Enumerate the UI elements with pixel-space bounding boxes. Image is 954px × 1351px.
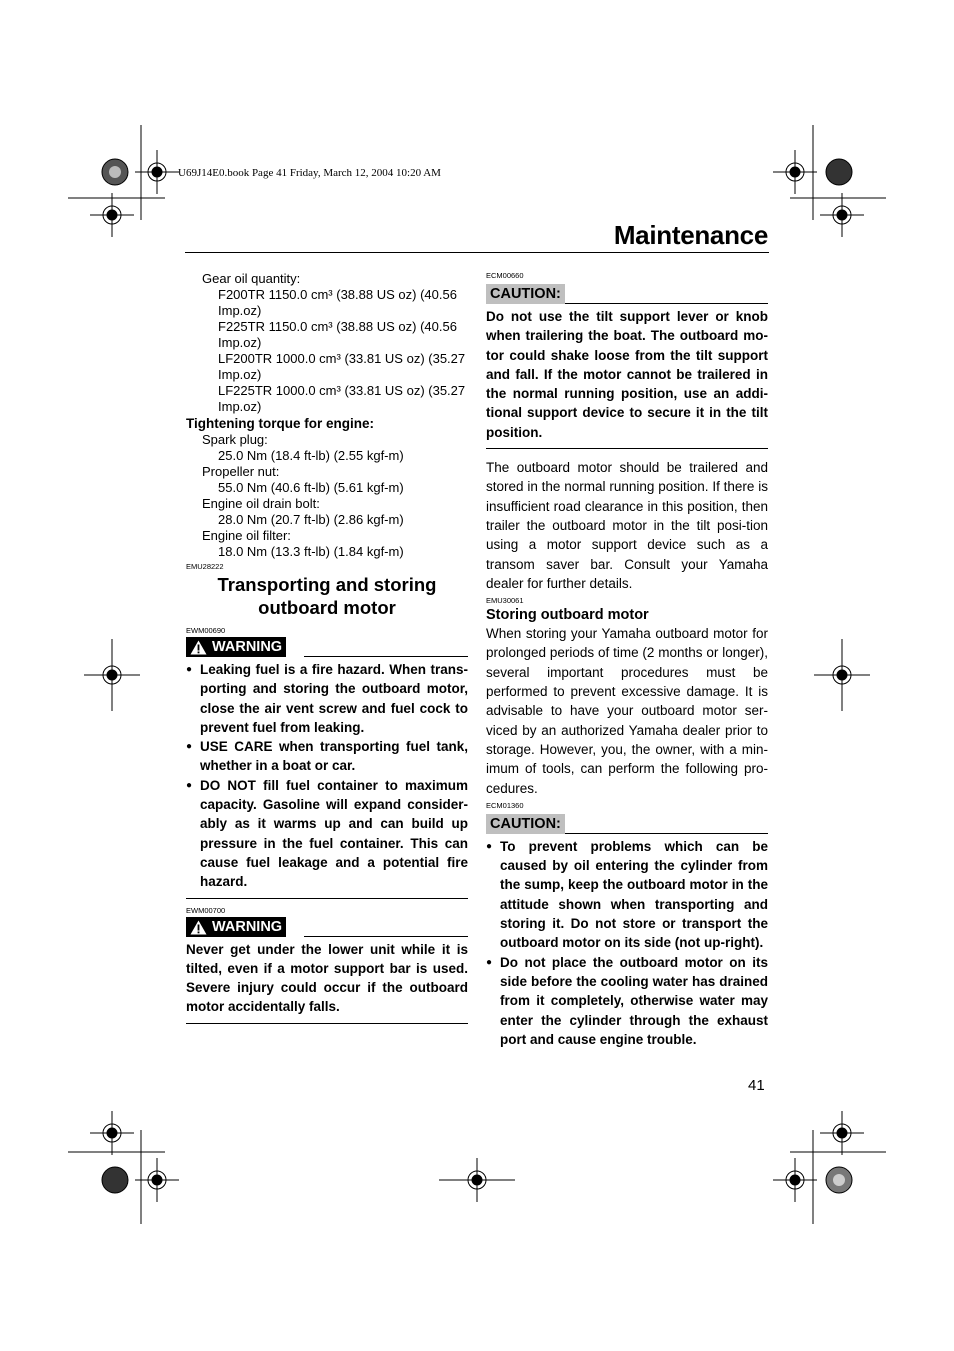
list-item: ● USE CARE when transporting fuel tank, whether in a boat or car. bbox=[186, 737, 468, 776]
page-title: Maintenance bbox=[613, 220, 768, 250]
warning-label: WARNING bbox=[212, 639, 283, 655]
caution-code: ECM01360 bbox=[486, 800, 524, 810]
section-code: EMU30061 bbox=[486, 596, 524, 606]
trailering-paragraph: The outboard motor should be trailered and stored in the normal running position. If there is insufficient road clearance in this position, then trailer the outboard motor in the tilt posi-tion using a motor support device such as a transom saver bar. Consult your Yamaha dealer for further details. bbox=[486, 460, 768, 591]
section-title: Transporting and storing outboard motor bbox=[217, 574, 437, 618]
caution-end-rule bbox=[486, 448, 768, 449]
gear-oil-item: F225TR 1150.0 cm³ (38.88 US oz) (40.56 Imp.oz) bbox=[218, 319, 457, 350]
storing-paragraph: When storing your Yamaha outboard motor for prolonged periods of time (2 months or longer), several important procedures must be performed to prevent excessive damage. It is advisable to have your outboard motor ser-viced by an authorized Yamaha dealer prior to storage. However, you, the owner, with a min-imum of tools, can perform the following pro-cedures. bbox=[486, 626, 768, 796]
list-item: ● DO NOT fill fuel container to maximum capacity. Gasoline will expand consider-ably as it warms up and can build up pressure in the fuel container. This can cause fuel leakage and a potential fire hazard. bbox=[186, 776, 468, 892]
caution-code: ECM00660 bbox=[486, 271, 524, 280]
caution-label: CAUTION: bbox=[486, 284, 565, 304]
torque-value: 55.0 Nm (40.6 ft-lb) (5.61 kgf-m) bbox=[218, 480, 404, 495]
torque-value: 28.0 Nm (20.7 ft-lb) (2.86 kgf-m) bbox=[218, 512, 404, 527]
torque-label: Propeller nut: bbox=[202, 464, 280, 479]
torque-label: Engine oil drain bolt: bbox=[202, 496, 320, 511]
left-column bbox=[186, 271, 468, 1024]
title-rule bbox=[185, 252, 769, 253]
torque-heading: Tightening torque for engine: bbox=[186, 416, 374, 431]
warning-text: Never get under the lower unit while it is tilted, even if a motor support bar is used. Severe injury could occur if the outboard motor accidentally falls. bbox=[186, 941, 468, 1015]
warning-end-rule bbox=[186, 898, 468, 899]
warning-label: WARNING bbox=[212, 918, 283, 935]
section-code: EMU28222 bbox=[186, 562, 224, 571]
right-column bbox=[486, 271, 768, 1049]
warning-triangle-icon bbox=[190, 920, 207, 935]
torque-value: 18.0 Nm (13.3 ft-lb) (1.84 kgf-m) bbox=[218, 544, 404, 559]
list-item: ● Leaking fuel is a fire hazard. When trans-porting and storing the outboard motor, close the air vent screw and fuel cock to prevent fuel from leaking. bbox=[186, 660, 468, 737]
gear-oil-item: F200TR 1150.0 cm³ (38.88 US oz) (40.56 Imp.oz) bbox=[218, 287, 457, 318]
gear-oil-item: LF225TR 1000.0 cm³ (33.81 US oz) (35.27 Imp.oz) bbox=[218, 383, 466, 414]
warning-triangle-icon bbox=[190, 640, 207, 655]
caution-text: Do not use the tilt support lever or knob when trailering the boat. The outboard mo-tor could shake loose from the tilt support and fall. If the motor cannot be trailered in the normal running position, use an addi-tional support device to secure it in the tilt position. bbox=[486, 309, 768, 440]
warning-bullet-list bbox=[186, 660, 468, 892]
torque-label: Engine oil filter: bbox=[202, 528, 291, 543]
gear-oil-label: Gear oil quantity: bbox=[202, 271, 301, 286]
list-item: ● To prevent problems which can be caused by oil entering the cylinder from the sump, keep the outboard motor in the attitude shown when transporting and storing it. Do not store or transport the outboard motor on its side (not up-right). bbox=[486, 837, 768, 953]
book-header-line: U69J14E0.book Page 41 Friday, March 12, 2004 10:20 AM bbox=[178, 167, 441, 179]
warning-banner bbox=[186, 917, 468, 937]
caution-banner bbox=[486, 284, 768, 304]
warning-code: EWM00690 bbox=[186, 626, 226, 635]
warning-code: EWM00700 bbox=[186, 905, 226, 915]
caution-label: CAUTION: bbox=[486, 814, 565, 834]
torque-label: Spark plug: bbox=[202, 432, 268, 447]
list-item: ● Do not place the outboard motor on its side before the cooling water has drained from it completely, otherwise water may enter the cylinder through the exhaust port and cause engine trouble. bbox=[486, 953, 768, 1049]
caution-banner bbox=[486, 814, 768, 834]
warning-banner bbox=[186, 637, 468, 657]
storing-title: Storing outboard motor bbox=[486, 607, 649, 624]
caution-bullet-list bbox=[486, 837, 768, 1049]
page-number: 41 bbox=[748, 1077, 765, 1094]
warning-end-rule bbox=[186, 1023, 468, 1024]
gear-oil-item: LF200TR 1000.0 cm³ (33.81 US oz) (35.27 Imp.oz) bbox=[218, 351, 466, 382]
torque-value: 25.0 Nm (18.4 ft-lb) (2.55 kgf-m) bbox=[218, 448, 404, 463]
